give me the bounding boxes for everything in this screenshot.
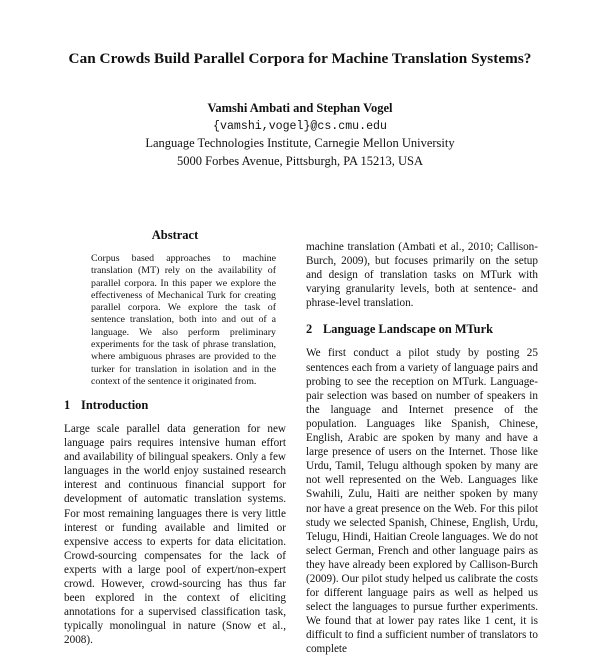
continuation-text: machine translation (Ambati et al., 2010; Callison-Burch, 2009), but focuses primarily on the setup and design of translation tasks on MTurk with varying granularity levels, both at sentence- and phrase-level translation. [306, 241, 538, 310]
section2-heading [306, 322, 538, 337]
author-address: 5000 Forbes Avenue, Pittsburgh, PA 15213, USA [177, 153, 423, 168]
introduction-text: Large scale parallel data generation for new language pairs requires intensive human effort and availability of bilingual speakers. Only a few languages in the world enjoy sustained research interest and continuous financial support for development of automatic translation systems. For most remaining languages there is very little interest or funding available and limited or expensive access to experts for data elicitation. Crowd-sourcing compensates for the lack of experts with a large pool of expert/non-expert crowd. However, crowd-sourcing has thus far been explored in the context of eliciting annotations for a supervised classification task, typically monolingual in nature (Snow et al., 2008). [64, 423, 286, 647]
section2-title: Language Landscape on MTurk [323, 322, 493, 337]
introduction-section [64, 398, 286, 648]
introduction-number: 1 [64, 398, 71, 412]
introduction-heading [64, 398, 286, 413]
introduction-title: Introduction [81, 398, 149, 412]
abstract-heading: Abstract [151, 228, 199, 242]
left-column [64, 228, 286, 647]
paper-title: Can Crowds Build Parallel Corpora for Machine Translation Systems? [68, 50, 532, 67]
right-column [306, 240, 538, 657]
author-email: {vamshi,vogel}@cs.cmu.edu [213, 119, 387, 133]
author-affiliation: Language Technologies Institute, Carnegie Mellon University [145, 136, 455, 151]
section2-number: 2 [306, 322, 313, 337]
abstract-text: Corpus based approaches to machine translation (MT) rely on the availability of parallel corpora. In this paper we explore the effectiveness of Mechanical Turk for creating parallel corpora. We explore the task of sentence translation, both into and out of a language. We also perform preliminary experiments for the task of phrase translation, where ambiguous phrases are provided to the turker for translation in isolation and in the context of the sentence it originated from. [91, 253, 276, 387]
author-block [0, 100, 600, 170]
author-names: Vamshi Ambati and Stephan Vogel [207, 101, 393, 115]
section2-text: We first conduct a pilot study by posting 25 sentences each from a variety of language pairs and probing to see the reception on MTurk. Language-pair selection was based on number of speakers in the language and Internet presence of the population. Languages like Spanish, Chinese, English, Arabic are spoken by many and have a large presence of users on the Internet. Those like Urdu, Tamil, Telugu although spoken by many are not well represented on the Web. Languages like Swahili, Zulu, Haiti are neither spoken by many nor have a great presence on the Web. For this pilot study we selected Spanish, Chinese, English, Urdu, Telugu, Hindi, Haitian Creole languages. We do not select German, French and other language pairs as they have already been explored by Callison-Burch (2009). Our pilot study helped us calibrate the costs for different language pairs as well as helped us select the languages to pursue further experiments. We found that at lower pay rates like 1 cent, it is difficult to find a sufficient number of translators to complete [306, 347, 538, 656]
